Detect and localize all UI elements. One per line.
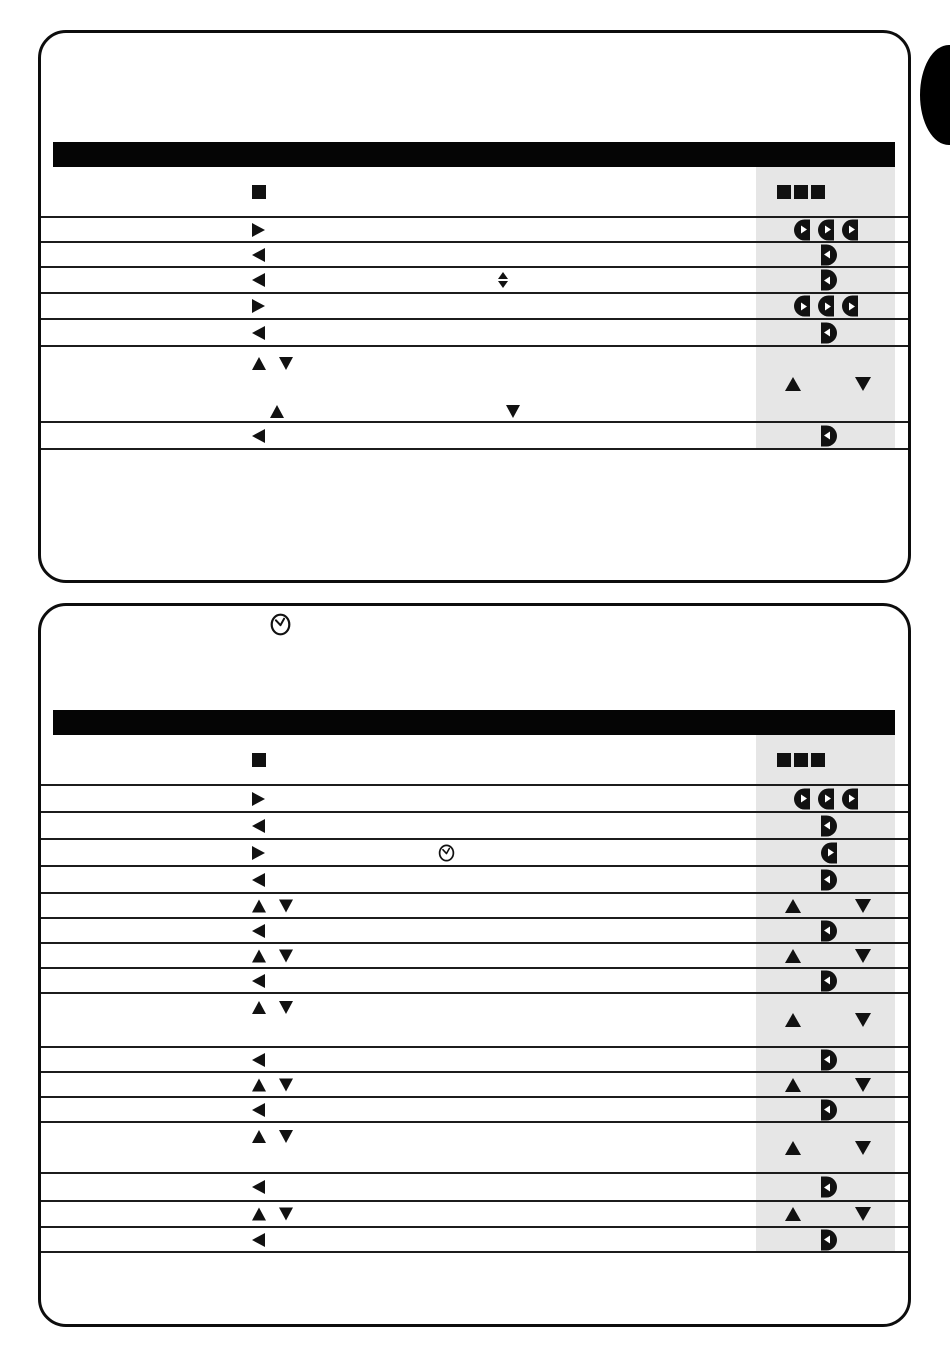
- table-row: [41, 969, 908, 994]
- half-round-button-right-arrow-icon: [842, 788, 858, 809]
- up-triangle-button-icon: [785, 1141, 801, 1155]
- half-round-button-right-arrow-icon: [818, 296, 834, 317]
- button-column-cell: [756, 944, 895, 967]
- left-triangle-icon: [252, 1233, 265, 1247]
- up-triangle-icon: [252, 1078, 266, 1091]
- right-triangle-icon: [252, 223, 265, 237]
- down-triangle-button-icon: [855, 1141, 871, 1155]
- half-round-button-left-arrow-icon: [821, 869, 837, 890]
- half-round-button-right-arrow-icon: [818, 219, 834, 240]
- button-column-cell: [756, 1098, 895, 1121]
- table-row: [41, 813, 908, 840]
- down-triangle-button-icon: [855, 1207, 871, 1221]
- left-triangle-icon: [252, 819, 265, 833]
- rows: [41, 167, 908, 450]
- up-triangle-icon: [252, 949, 266, 962]
- up-triangle-icon: [252, 1001, 266, 1014]
- button-column-cell: [756, 320, 895, 345]
- table-row: [41, 1228, 908, 1253]
- left-triangle-icon: [252, 1053, 265, 1067]
- half-round-button-right-arrow-icon: [794, 788, 810, 809]
- left-triangle-icon: [252, 326, 265, 340]
- left-triangle-icon: [252, 1103, 265, 1117]
- table-row: [41, 218, 908, 243]
- clock-icon: [270, 613, 291, 636]
- right-triangle-icon: [252, 299, 265, 313]
- button-column-cell: [756, 969, 895, 992]
- half-round-button-left-arrow-icon: [821, 425, 837, 446]
- button-column-cell: [756, 243, 895, 266]
- button-column-cell: [756, 294, 895, 318]
- left-triangle-icon: [252, 273, 265, 287]
- up-triangle-button-icon: [785, 949, 801, 963]
- button-column-cell: [756, 167, 895, 216]
- half-round-button-right-arrow-icon: [818, 788, 834, 809]
- table-row: [41, 1073, 908, 1098]
- button-column-cell: [756, 218, 895, 241]
- up-triangle-icon: [252, 1208, 266, 1221]
- down-triangle-icon: [279, 1130, 293, 1143]
- table-row: [41, 919, 908, 944]
- top-panel: [38, 30, 911, 583]
- up-triangle-icon: [270, 405, 284, 418]
- half-round-button-left-arrow-icon: [821, 1177, 837, 1198]
- half-round-button-left-arrow-icon: [821, 920, 837, 941]
- down-triangle-icon: [279, 899, 293, 912]
- table-row: [41, 1098, 908, 1123]
- half-round-button-left-arrow-icon: [821, 244, 837, 265]
- left-triangle-icon: [252, 924, 265, 938]
- down-triangle-icon: [279, 1001, 293, 1014]
- left-triangle-icon: [252, 429, 265, 443]
- half-round-button-right-arrow-icon: [842, 219, 858, 240]
- up-triangle-button-icon: [785, 1207, 801, 1221]
- half-round-button-left-arrow-icon: [821, 970, 837, 991]
- up-triangle-button-icon: [785, 899, 801, 913]
- down-triangle-icon: [506, 405, 520, 418]
- half-round-button-right-arrow-icon: [794, 219, 810, 240]
- button-column-cell: [756, 1202, 895, 1226]
- button-column-cell: [756, 1048, 895, 1071]
- left-triangle-icon: [252, 873, 265, 887]
- down-triangle-icon: [279, 1078, 293, 1091]
- down-triangle-button-icon: [855, 899, 871, 913]
- down-triangle-button-icon: [855, 377, 871, 391]
- down-triangle-button-icon: [855, 1013, 871, 1027]
- table-row: [41, 894, 908, 919]
- button-column-cell: [756, 268, 895, 292]
- table-row: [41, 294, 908, 320]
- button-column-cell: [756, 347, 895, 421]
- half-round-button-left-arrow-icon: [821, 1099, 837, 1120]
- table-row: [41, 735, 908, 786]
- button-column-cell: [756, 1123, 895, 1172]
- table-row: [41, 268, 908, 294]
- half-round-button-right-arrow-icon: [842, 296, 858, 317]
- left-triangle-icon: [252, 1180, 265, 1194]
- table-row: [41, 994, 908, 1048]
- table-row: [41, 1123, 908, 1174]
- table-row: [41, 1048, 908, 1073]
- up-triangle-icon: [252, 1130, 266, 1143]
- half-round-button-left-arrow-icon: [821, 322, 837, 343]
- button-column-cell: [756, 786, 895, 811]
- button-column-cell: [756, 1174, 895, 1200]
- section-header-bar: [53, 710, 895, 735]
- button-column-cell: [756, 994, 895, 1046]
- button-column-cell: [756, 919, 895, 942]
- table-row: [41, 167, 908, 218]
- bottom-panel: [38, 603, 911, 1327]
- right-triangle-icon: [252, 846, 265, 860]
- up-triangle-icon: [252, 357, 266, 370]
- half-round-button-left-arrow-icon: [821, 1049, 837, 1070]
- button-column-cell: [756, 1073, 895, 1096]
- down-triangle-button-icon: [855, 1078, 871, 1092]
- up-down-triangles-icon: [498, 272, 508, 288]
- button-column-cell: [756, 840, 895, 865]
- table-row: [41, 1174, 908, 1202]
- table-row: [41, 1202, 908, 1228]
- up-triangle-button-icon: [785, 1013, 801, 1027]
- table-row: [41, 786, 908, 813]
- black-square-icon: [252, 753, 266, 767]
- table-row: [41, 423, 908, 450]
- button-column-cell: [756, 735, 895, 784]
- half-round-button-right-arrow-icon: [794, 296, 810, 317]
- button-column-cell: [756, 867, 895, 892]
- table-row: [41, 867, 908, 894]
- three-squares-icon: [777, 753, 791, 767]
- section-header-bar: [53, 142, 895, 167]
- up-triangle-button-icon: [785, 377, 801, 391]
- table-row: [41, 840, 908, 867]
- button-column-cell: [756, 1228, 895, 1251]
- chapter-edge-tab: [920, 45, 950, 145]
- down-triangle-button-icon: [855, 949, 871, 963]
- table-row: [41, 944, 908, 969]
- left-triangle-icon: [252, 974, 265, 988]
- rows: [41, 735, 908, 1253]
- clock-small-icon: [438, 844, 455, 862]
- left-triangle-icon: [252, 248, 265, 262]
- half-round-button-right-arrow-icon: [821, 842, 837, 863]
- table-row: [41, 320, 908, 347]
- up-triangle-icon: [252, 899, 266, 912]
- table-row: [41, 243, 908, 268]
- half-round-button-left-arrow-icon: [821, 1229, 837, 1250]
- three-squares-icon: [777, 185, 791, 199]
- up-triangle-button-icon: [785, 1078, 801, 1092]
- table-row: [41, 347, 908, 423]
- button-column-cell: [756, 423, 895, 448]
- down-triangle-icon: [279, 357, 293, 370]
- right-triangle-icon: [252, 792, 265, 806]
- down-triangle-icon: [279, 1208, 293, 1221]
- black-square-icon: [252, 185, 266, 199]
- button-column-cell: [756, 894, 895, 917]
- button-column-cell: [756, 813, 895, 838]
- down-triangle-icon: [279, 949, 293, 962]
- half-round-button-left-arrow-icon: [821, 815, 837, 836]
- half-round-button-left-arrow-icon: [821, 270, 837, 291]
